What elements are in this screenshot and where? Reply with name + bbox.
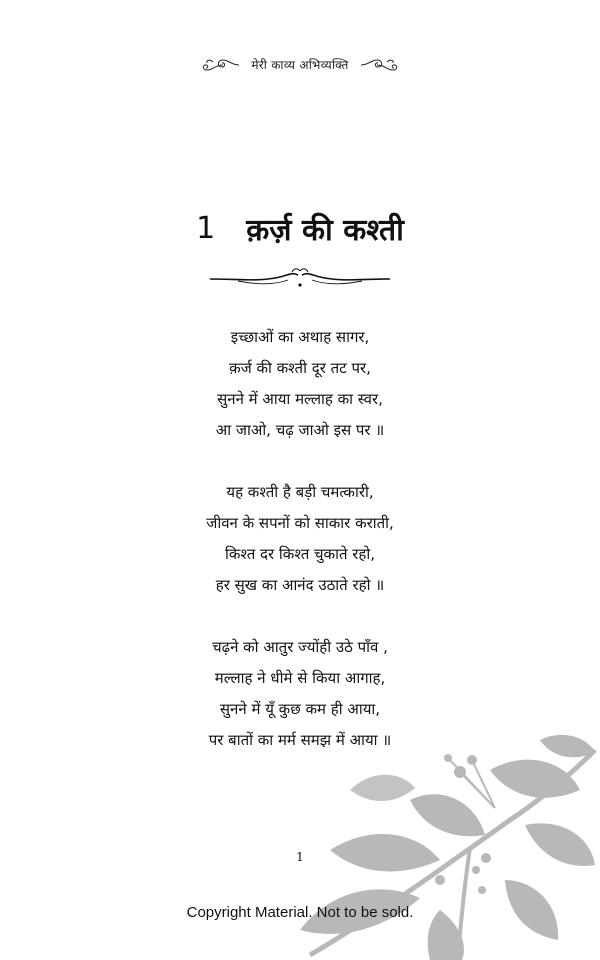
chapter-number: 1 [196,211,216,246]
stanza [0,322,600,446]
poem-line: आ जाओ, चढ़ जाओ इस पर ॥ [215,421,385,439]
poem [0,322,600,787]
poem-line: सुनने में यूँ कुछ कम ही आया, [219,700,381,718]
poem-line: जीवन के सपनों को साकार कराती, [206,514,394,532]
header-title: मेरी काव्य अभिव्यक्ति [251,58,349,72]
left-flourish-icon [201,57,241,73]
poem-line: सुनने में आया मल्लाह का स्वर, [217,390,383,408]
poem-line: इच्छाओं का अथाह सागर, [230,328,370,346]
chapter-title: क़र्ज़ की कश्ती [246,213,404,248]
poem-line: चढ़ने को आतुर ज्योंही उठे पाँव , [212,638,388,656]
poem-line: यह कश्ती है बड़ी चमत्कारी, [226,483,374,501]
poem-line: किश्त दर किश्त चुकाते रहो, [224,545,376,563]
right-flourish-icon [359,57,399,73]
page-number: 1 [296,850,304,864]
poem-line: क़र्ज की कश्ती दूर तट पर, [229,359,371,377]
poem-line: पर बातों का मर्म समझ में आया ॥ [208,731,392,749]
copyright-notice: Copyright Material. Not to be sold. [186,904,414,921]
running-header [0,56,600,73]
poem-line: हर सुख का आनंद उठाते रहो ॥ [215,576,385,594]
stanza [0,477,600,601]
ornamental-divider-icon [208,266,392,292]
poem-line: मल्लाह ने धीमे से किया आगाह, [214,669,386,687]
leaf-branch-watermark-icon [290,730,600,960]
chapter-heading [0,208,600,249]
